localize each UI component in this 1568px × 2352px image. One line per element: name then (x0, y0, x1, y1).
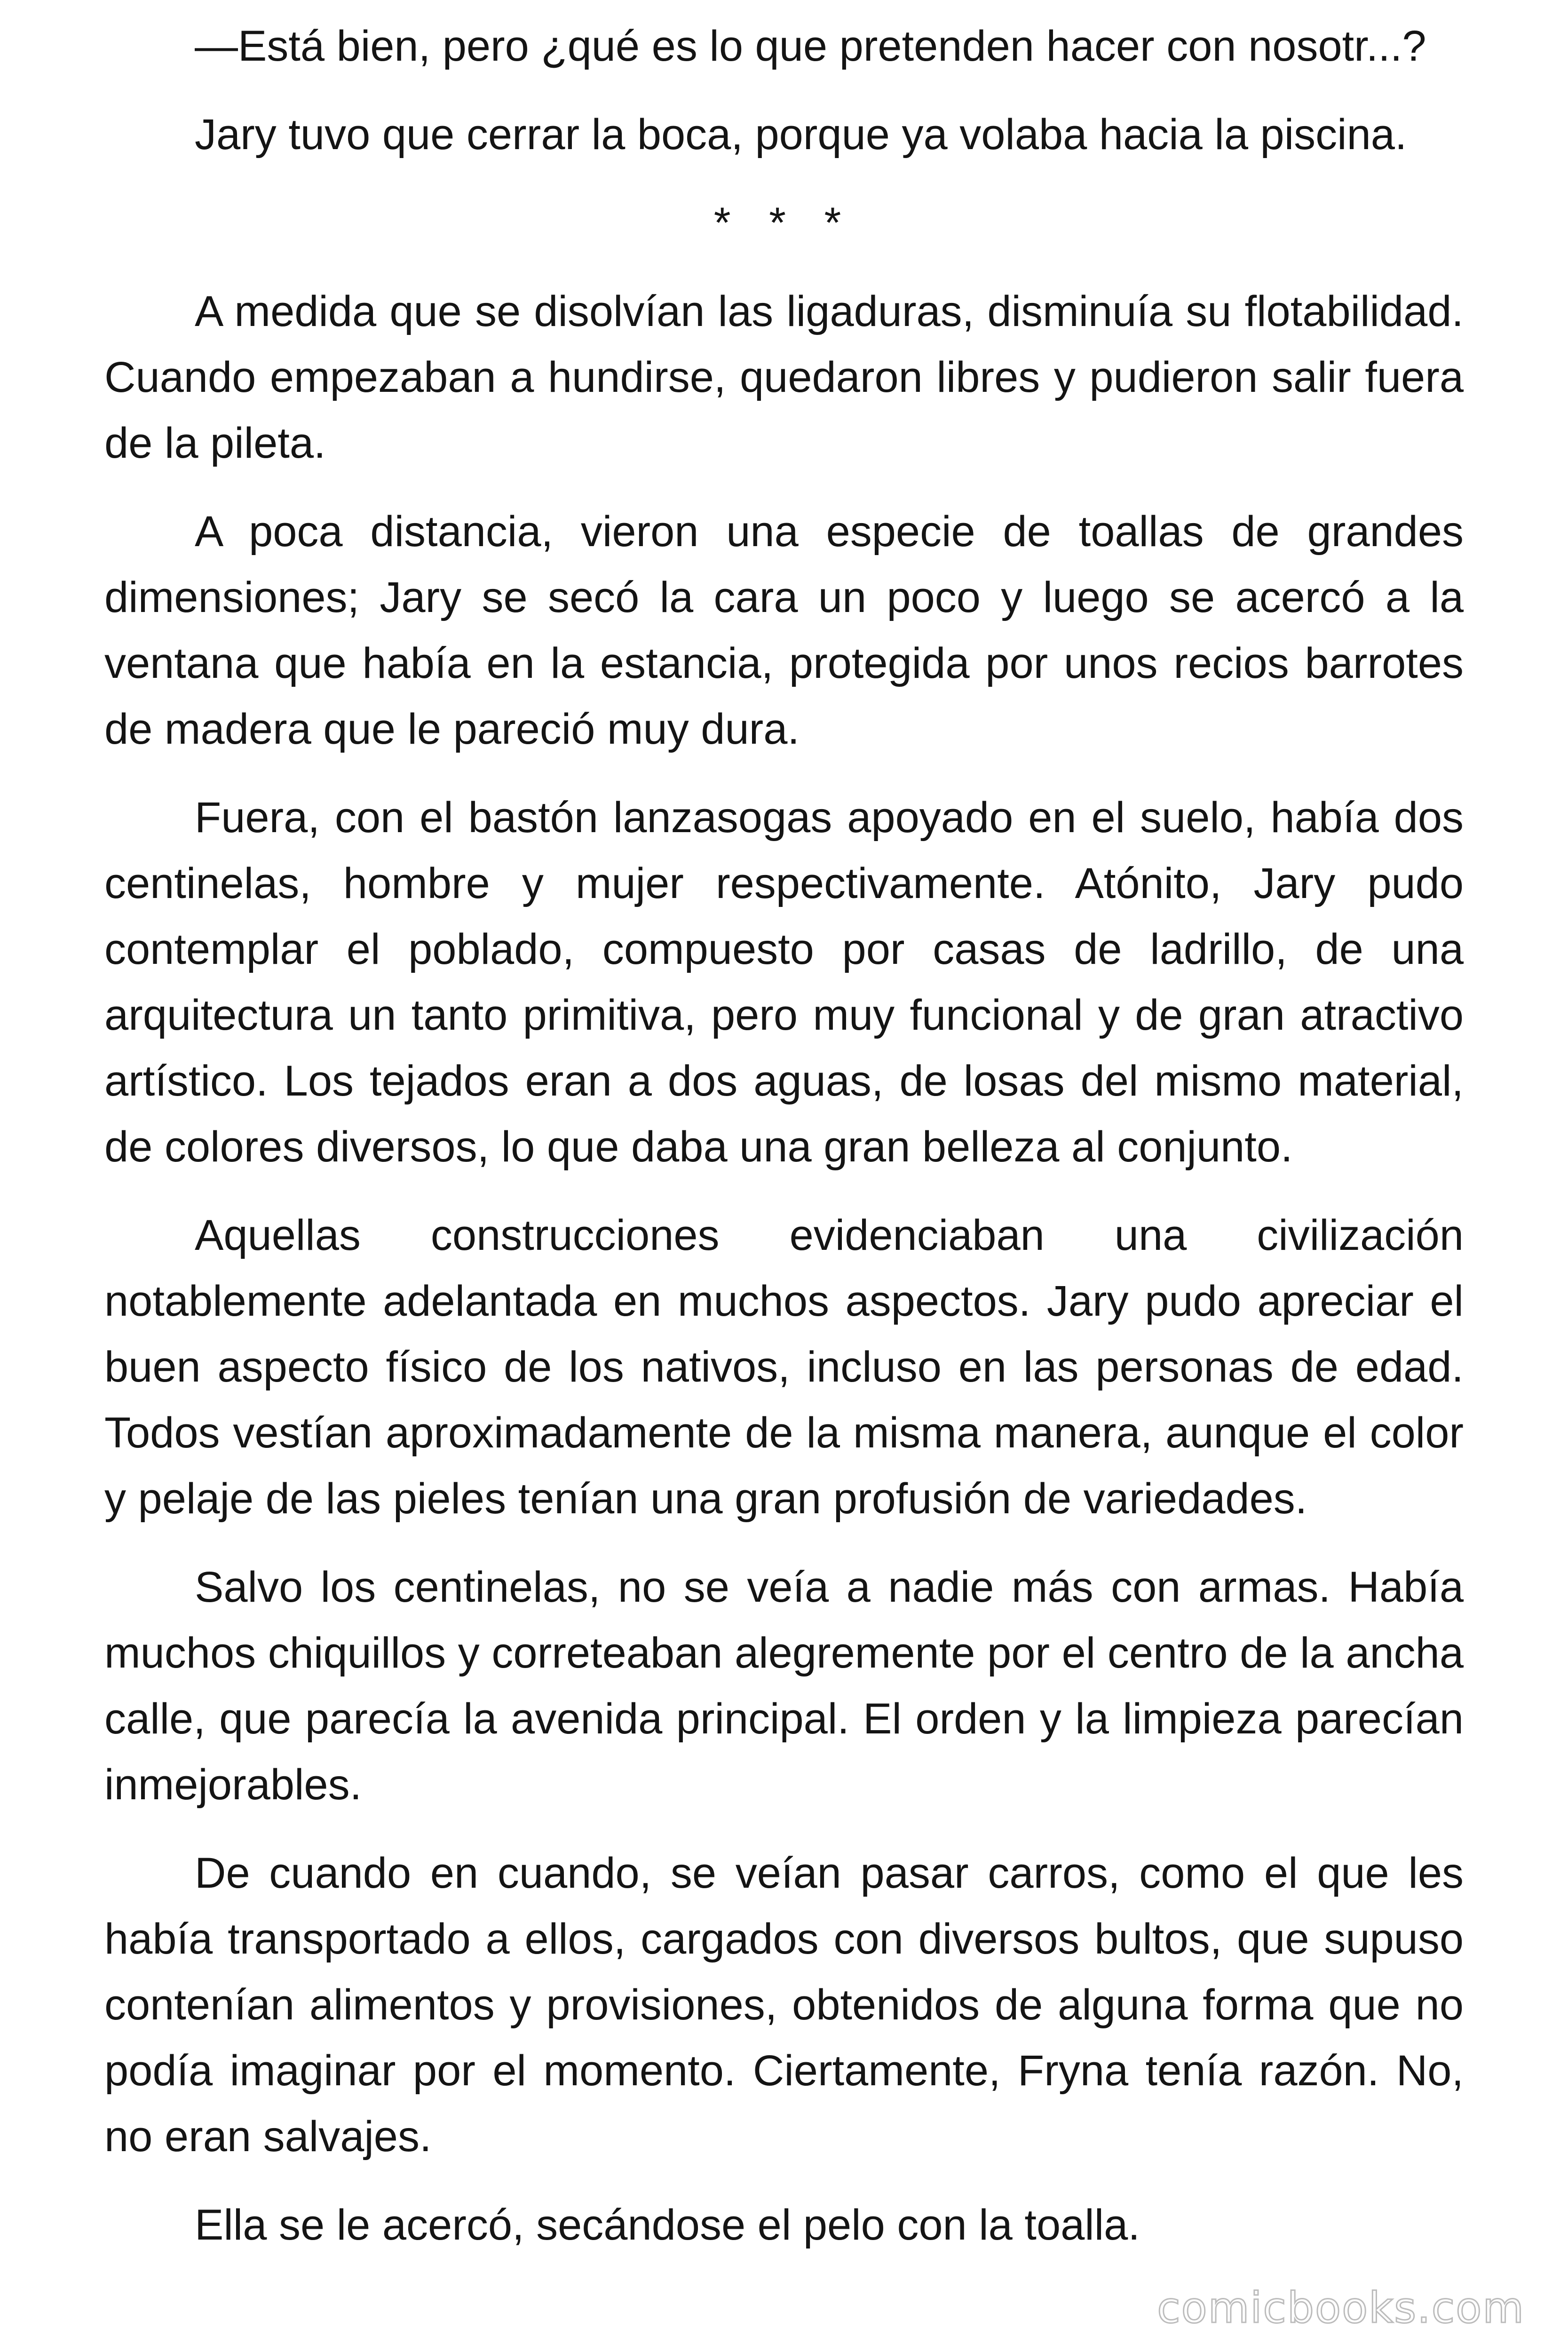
paragraph: Salvo los centinelas, no se veía a nadie más con armas. Había muchos chiquillos y correteaban alegremente por el centro de la ancha calle, que parecía la avenida principal. El orden y la limpieza parecían inmejorables. (104, 1563, 1464, 1809)
paragraph: Fuera, con el bastón lanzasogas apoyado en el suelo, había dos centinelas, hombre y mujer respectivamente. Atónito, Jary pudo contemplar el poblado, compuesto por casas de ladrillo, de una arquitectura un tanto primitiva, pero muy funcional y de gran atractivo artístico. Los tejados eran a dos aguas, de losas del mismo material, de colores diversos, lo que daba una gran belleza al conjunto. (104, 794, 1464, 1171)
dialogue-line: —Está bien, pero ¿qué es lo que pretenden hacer con nosotr...? (195, 22, 1426, 70)
watermark: comicbooks.com (1157, 2283, 1525, 2333)
paragraph: A poca distancia, vieron una especie de toallas de grandes dimensiones; Jary se secó la cara un poco y luego se acercó a la ventana que había en la estancia, protegida por unos recios barrotes de madera que le pareció muy dura. (104, 508, 1464, 753)
paragraph: Ella se le acercó, secándose el pelo con la toalla. (195, 2201, 1140, 2249)
paragraph: De cuando en cuando, se veían pasar carros, como el que les había transportado a ellos, cargados con diversos bultos, que supuso contenían alimentos y provisiones, obtenidos de alguna forma que no podía imaginar por el momento. Ciertamente, Fryna tenía razón. No, no eran salvajes. (104, 1849, 1464, 2161)
paragraph: Aquellas construcciones evidenciaban una civilización notablemente adelantada en muchos aspectos. Jary pudo apreciar el buen aspecto físico de los nativos, incluso en las personas de edad. Todos vestían aproximadamente de la misma manera, aunque el color y pelaje de las pieles tenían una gran profusión de variedades. (104, 1211, 1464, 1523)
paragraph: Jary tuvo que cerrar la boca, porque ya volaba hacia la piscina. (195, 111, 1407, 159)
section-separator: * * * (713, 199, 855, 247)
paragraph: A medida que se disolvían las ligaduras, disminuía su flotabilidad. Cuando empezaban a hundirse, quedaron libres y pudieron salir fuera de la pileta. (104, 287, 1464, 467)
page-text (104, 13, 1464, 2280)
